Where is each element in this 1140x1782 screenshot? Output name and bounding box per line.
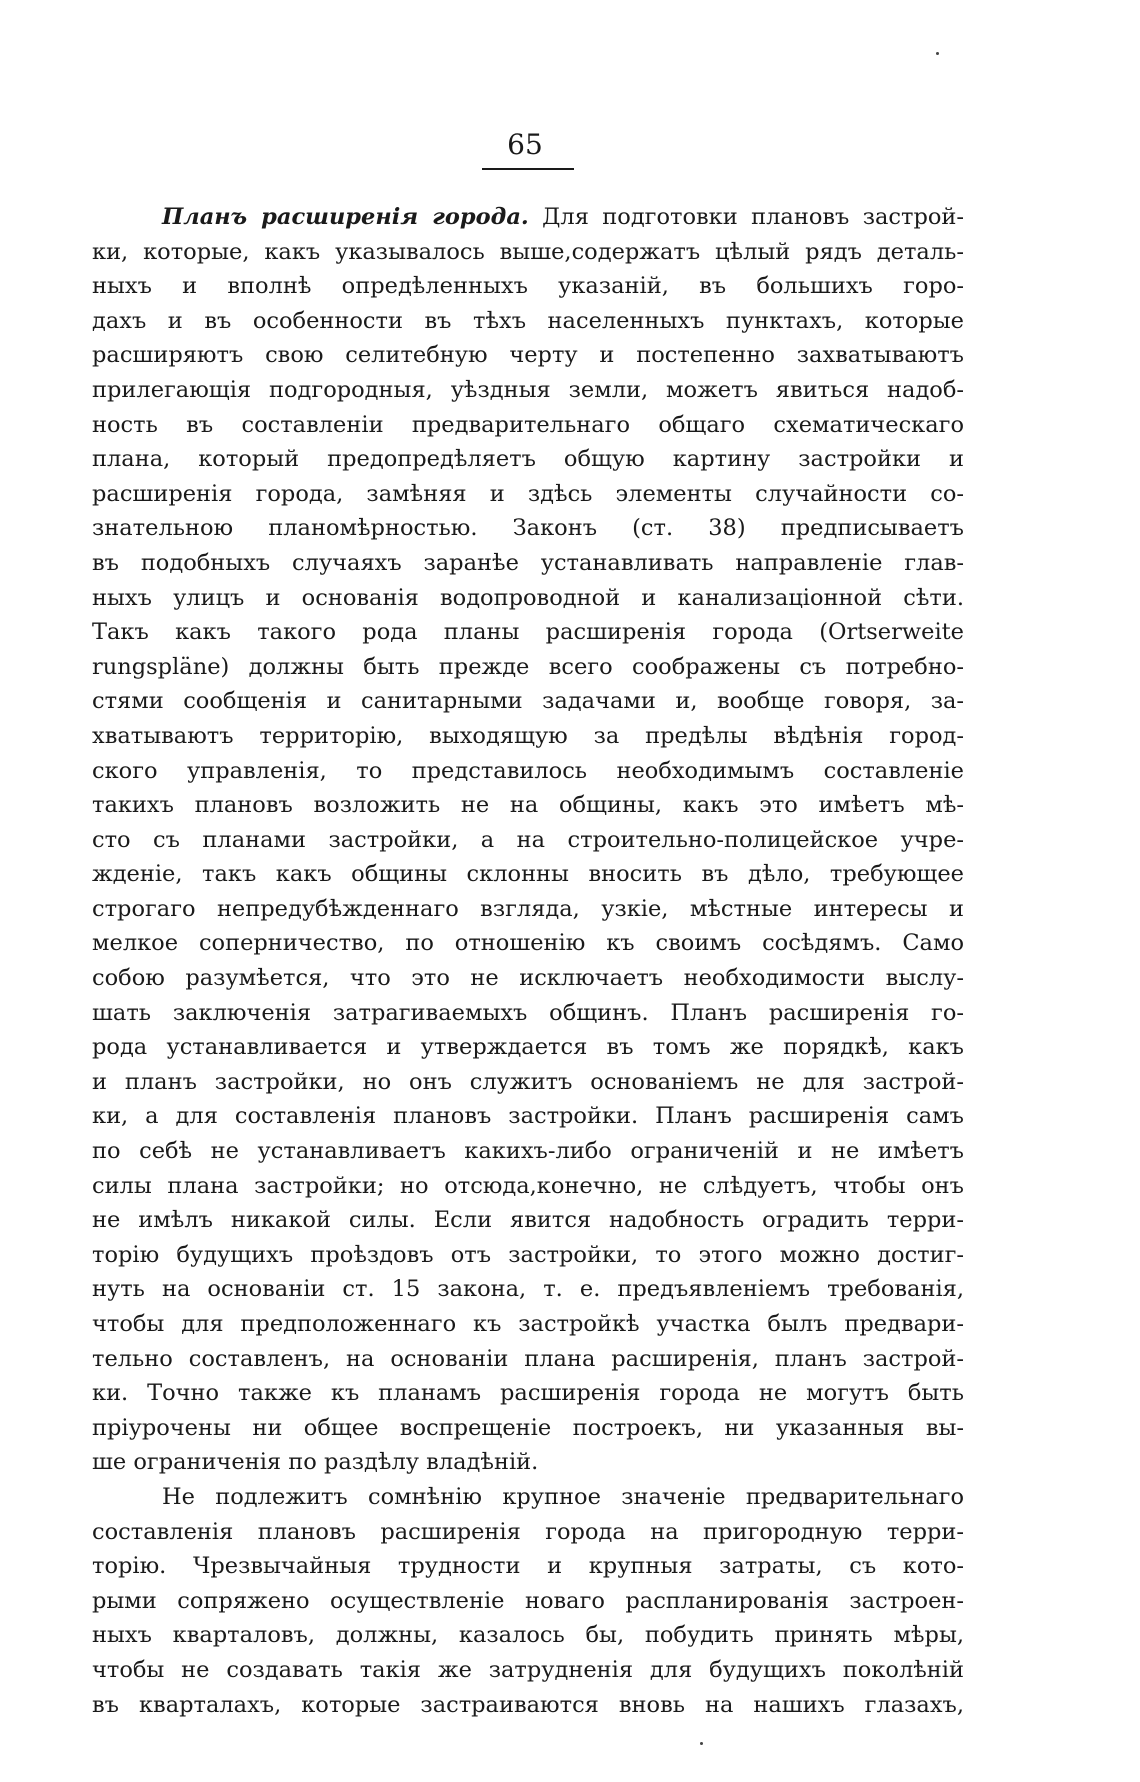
text-line: хватываютъ территорію, выходящую за предѣлы вѣдѣнія город- (92, 722, 964, 749)
text-line: пріурочены ни общее воспрещеніе построекъ, ни указанныя вы- (92, 1414, 964, 1441)
text-line: ныхъ и вполнѣ опредѣленныхъ указаній, въ большихъ горо- (92, 273, 964, 300)
text-line: такихъ плановъ возложить не на общины, какъ это имѣетъ мѣ- (92, 792, 964, 819)
text-line: рыми сопряжено осуществленіе новаго распланированія застроен- (92, 1587, 964, 1614)
text-line: Не подлежитъ сомнѣнію крупное значеніе предварительнаго (162, 1483, 964, 1510)
text-line: знательною планомѣрностью. Законъ (ст. 38) предписываетъ (92, 515, 964, 542)
text-line: строгаго непредубѣжденнаго взгляда, узкіе, мѣстные интересы и (92, 895, 964, 922)
text-line: расширенія города, замѣняя и здѣсь элементы случайности со- (92, 480, 964, 507)
text-line: плана, который предопредѣляетъ общую картину застройки и (92, 446, 964, 473)
text-line: силы плана застройки; но отсюда,конечно, не слѣдуетъ, чтобы онъ (92, 1172, 964, 1199)
scan-speck (936, 52, 939, 55)
text-line: чтобы для предположеннаго къ застройкѣ участка былъ предвари- (92, 1311, 964, 1337)
text-line: Планъ расширенія города. Для подготовки плановъ застрой- (162, 204, 964, 230)
text-line: дахъ и въ особенности въ тѣхъ населенныхъ пунктахъ, которые (92, 307, 964, 334)
text-line: сто съ планами застройки, а на строительно-полицейское учре- (92, 826, 964, 853)
text-line: ки, которые, какъ указывалось выше,содержатъ цѣлый рядъ деталь- (92, 238, 964, 265)
text-line: тельно составленъ, на основаніи плана расширенія, планъ застрой- (92, 1345, 964, 1372)
page-number-rule (482, 168, 574, 170)
text-line: ского управленія, то представилось необходимымъ составленіе (92, 757, 964, 784)
section-heading: Планъ расширенія города. (162, 204, 529, 230)
text-line: мелкое соперничество, по отношенію къ своимъ сосѣдямъ. Само (92, 930, 964, 957)
text-line: ныхъ кварталовъ, должны, казалось бы, побудить принять мѣры, (92, 1622, 964, 1649)
text-line: стями сообщенія и санитарными задачами и, вообще говоря, за- (92, 688, 964, 715)
text-line: не имѣлъ никакой силы. Если явится надобность оградить терри- (92, 1207, 964, 1234)
text-line: Такъ какъ такого рода планы расширенія города (Ortserweite (92, 619, 964, 646)
text-line: по себѣ не устанавливаетъ какихъ-либо ограниченій и не имѣетъ (92, 1138, 964, 1165)
text-line: расширяютъ свою селитебную черту и постепенно захватываютъ (92, 342, 964, 369)
text-line: чтобы не создавать такія же затрудненія для будущихъ поколѣній (92, 1656, 964, 1683)
text-line: въ подобныхъ случаяхъ заранѣе устанавливать направленіе глав- (92, 549, 964, 576)
text-line: ныхъ улицъ и основанія водопроводной и канализаціонной сѣти. (92, 584, 964, 611)
text-line: собою разумѣется, что это не исключаетъ необходимости выслу- (92, 965, 964, 992)
text-line: и планъ застройки, но онъ служитъ основаніемъ не для застрой- (92, 1068, 964, 1095)
text-line: торію будущихъ проѣздовъ отъ застройки, то этого можно достиг- (92, 1241, 964, 1268)
text-line: торію. Чрезвычайныя трудности и крупныя затраты, съ кото- (92, 1553, 964, 1580)
text-line: ки. Точно также къ планамъ расширенія города не могутъ быть (92, 1380, 964, 1407)
text-line: ность въ составленіи предварительнаго общаго схематическаго (92, 411, 964, 438)
body-text (92, 200, 964, 1722)
text-line: жденіе, такъ какъ общины склонны вносить въ дѣло, требующее (92, 861, 964, 888)
page-number: 65 (507, 128, 543, 161)
text-line: ки, а для составленія плановъ застройки. Планъ расширенія самъ (92, 1103, 964, 1130)
text-line: прилегающія подгородныя, уѣздныя земли, можетъ явиться надоб- (92, 376, 964, 403)
text-line: рода устанавливается и утверждается въ томъ же порядкѣ, какъ (92, 1034, 964, 1061)
text-line: составленія плановъ расширенія города на пригородную терри- (92, 1518, 964, 1545)
scan-speck (700, 1742, 703, 1745)
text-line: rungspläne) должны быть прежде всего соображены съ потребно- (92, 653, 964, 680)
text-line: шать заключенія затрагиваемыхъ общинъ. Планъ расширенія го- (92, 999, 964, 1026)
text-line: ше ограниченія по раздѣлу владѣній. (92, 1449, 539, 1476)
text-line: въ кварталахъ, которые застраиваются вновь на нашихъ глазахъ, (92, 1691, 964, 1718)
text-line: нуть на основаніи ст. 15 закона, т. е. предъявленіемъ требованія, (92, 1276, 964, 1303)
